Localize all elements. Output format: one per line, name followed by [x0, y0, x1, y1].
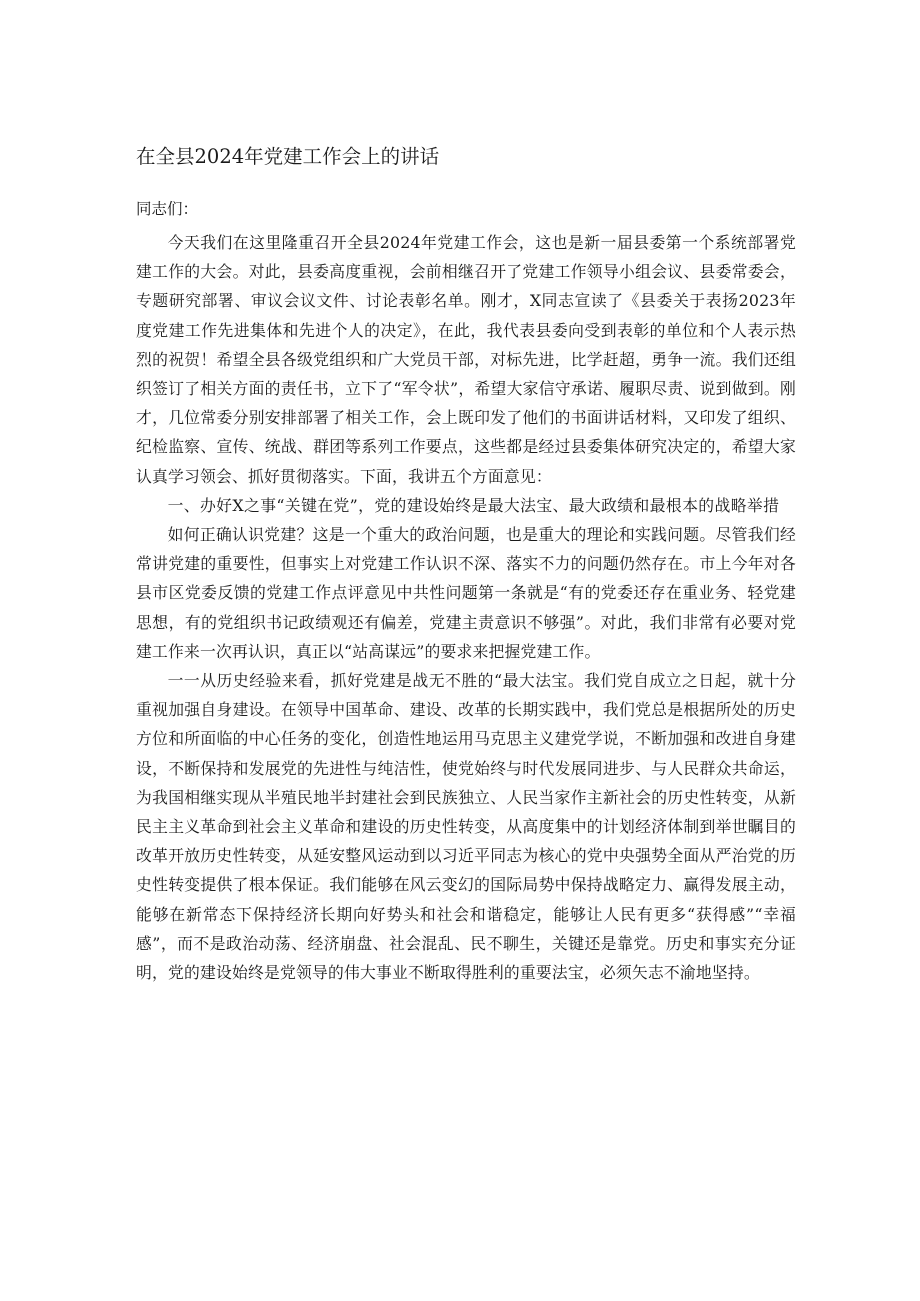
paragraph-history: 一一从历史经验来看，抓好党建是战无不胜的“最大法宝。我们党自成立之日起，就十分重视加强自身建设。在领导中国革命、建设、改革的长期实践中，我们党总是根据所处的历史方位和所面临的中心任务的变化，创造性地运用马克思主义建党学说，不断加强和改进自身建设，不断保持和发展党的先进性与纯洁性，使党始终与时代发展同进步、与人民群众共命运，为我国相继实现从半殖民地半封建社会到民族独立、人民当家作主新社会的历史性转变，从新民主主义革命到社会主义革命和建设的历史性转变，从高度集中的计划经济体制到举世瞩目的改革开放历史性转变，从延安整风运动到以习近平同志为核心的党中央强势全面从严治党的历史性转变提供了根本保证。我们能够在风云变幻的国际局势中保持战略定力、赢得发展主动，能够在新常态下保持经济长期向好势头和社会和谐稳定，能够让人民有更多“获得感”“幸福感”，而不是政治动荡、经济崩盘、社会混乱、民不聊生，关键还是靠党。历史和事实充分证明，党的建设始终是党领导的伟大事业不断取得胜利的重要法宝，必须矢志不渝地坚持。: [136, 671, 796, 983]
document-body: [136, 228, 796, 987]
paragraph-understanding: 如何正确认识党建？这是一个重大的政治问题，也是重大的理论和实践问题。尽管我们经常讲党建的重要性，但事实上对党建工作认识不深、落实不力的问题仍然存在。市上今年对各县市区党委反馈的党建工作点评意见中共性问题第一条就是“有的党委还存在重业务、轻党建思想，有的党组织书记政绩观还有偏差，党建主责意识不够强”。对此，我们非常有必要对党建工作来一次再认识，真正以“站高谋远”的要求来把握党建工作。: [136, 525, 796, 661]
paragraph-opening: 今天我们在这里隆重召开全县2024年党建工作会，这也是新一届县委第一个系统部署党建工作的大会。对此，县委高度重视，会前相继召开了党建工作领导小组会议、县委常委会，专题研究部署、审议会议文件、讨论表彰名单。刚才，X同志宣读了《县委关于表扬2023年度党建工作先进集体和先进个人的决定》，在此，我代表县委向受到表彰的单位和个人表示热烈的祝贺！希望全县各级党组织和广大党员干部，对标先进，比学赶超，勇争一流。我们还组织签订了相关方面的责任书，立下了“军令状”，希望大家信守承诺、履职尽责、说到做到。刚才，几位常委分别安排部署了相关工作，会上既印发了他们的书面讲话材料，又印发了组织、纪检监察、宣传、统战、群团等系列工作要点，这些都是经过县委集体研究决定的，希望大家认真学习领会、抓好贯彻落实。下面，我讲五个方面意见：: [136, 233, 796, 486]
salutation: 同志们：: [136, 200, 199, 218]
section-heading-one: 一、办好X之事“关键在党”，党的建设始终是最大法宝、最大政绩和最根本的战略举措: [167, 495, 780, 515]
document-title: 在全县2024年党建工作会上的讲话: [136, 145, 440, 168]
